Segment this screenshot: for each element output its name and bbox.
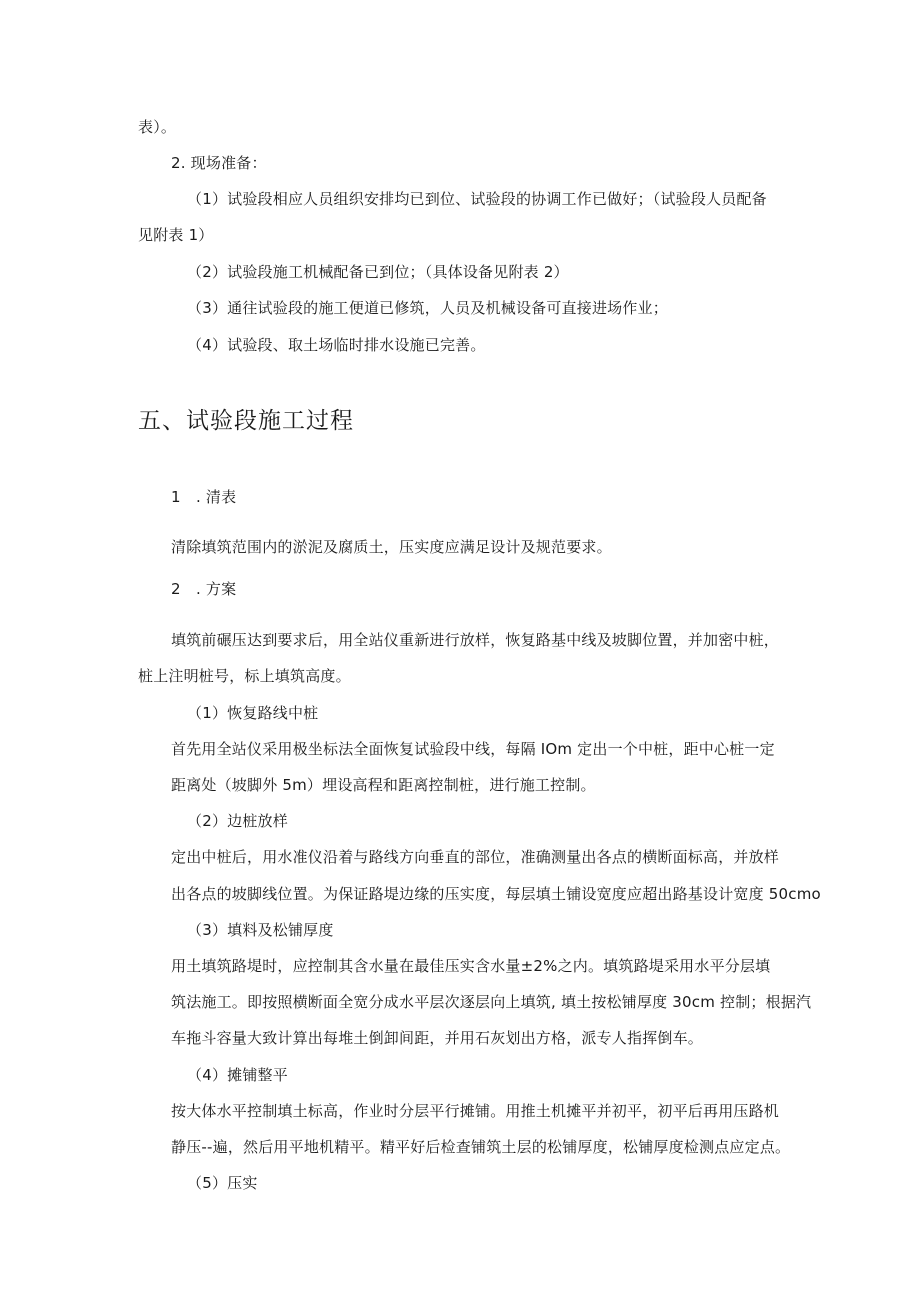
text-line-step-1-a: 首先用全站仪采用极坐标法全面恢复试验段中线，每隔 IOm 定出一个中桩，距中心桩一定 xyxy=(171,740,775,758)
text-line-subsection-1: 1 . 清表 xyxy=(171,488,237,506)
text-line-step-1-b: 距离处（坡脚外 5m）埋设高程和距离控制桩，进行施工控制。 xyxy=(171,776,596,794)
section-heading: 五、试验段施工过程 xyxy=(138,408,354,434)
text-line-clear-surface: 清除填筑范围内的淤泥及腐质土，压实度应满足设计及规范要求。 xyxy=(171,538,612,556)
text-line-item-1: （1）试验段相应人员组织安排均已到位、试验段的协调工作已做好；（试验段人员配备 xyxy=(187,190,767,208)
text-line-subsection-2: 2 . 方案 xyxy=(171,580,237,598)
text-line-step-5-title: （5）压实 xyxy=(187,1174,258,1192)
text-line-step-1-title: （1）恢复路线中桩 xyxy=(187,704,319,722)
text-line-item-1-cont: 见附表 1） xyxy=(138,226,214,244)
text-line-step-4-title: （4）摊铺整平 xyxy=(187,1066,288,1084)
text-line-step-2-a: 定出中桩后，用水准仪沿着与路线方向垂直的部位，准确测量出各点的横断面标高，并放样 xyxy=(171,848,780,866)
text-line-step-2-b: 出各点的坡脚线位置。为保证路堤边缘的压实度，每层填土铺设宽度应超出路基设计宽度 50cmo xyxy=(171,885,821,903)
text-line-step-4-b: 静压--遍，然后用平地机精平。精平好后检查铺筑土层的松铺厚度，松铺厚度检测点应定点。 xyxy=(171,1138,791,1156)
text-line-step-3-b: 筑法施工。即按照横断面全宽分成水平层次逐层向上填筑, 填土按松铺厚度 30cm 控制；根据汽 xyxy=(171,993,812,1011)
text-line-step-2-title: （2）边桩放样 xyxy=(187,812,288,830)
text-line-continuation: 表）。 xyxy=(138,118,177,136)
text-line-item-2: （2）试验段施工机械配备已到位；（具体设备见附表 2） xyxy=(187,263,569,281)
text-line-plan-1: 填筑前碾压达到要求后，用全站仪重新进行放样，恢复路基中线及坡脚位置，并加密中桩， xyxy=(171,631,780,649)
text-line-plan-2: 桩上注明桩号，标上填筑高度。 xyxy=(138,667,351,685)
text-line-step-3-title: （3）填料及松铺厚度 xyxy=(187,921,334,939)
text-line-step-4-a: 按大体水平控制填土标高，作业时分层平行摊铺。用推土机摊平并初平，初平后再用压路机 xyxy=(171,1102,780,1120)
text-line-site-prep-title: 2. 现场准备： xyxy=(171,154,267,172)
text-line-step-3-a: 用土填筑路堤时，应控制其含水量在最佳压实含水量±2%之内。填筑路堤采用水平分层填 xyxy=(171,957,771,975)
text-line-item-4: （4）试验段、取土场临时排水设施已完善。 xyxy=(187,336,486,354)
text-line-step-3-c: 车拖斗容量大致计算出每堆土倒卸间距，并用石灰划出方格，派专人指挥倒车。 xyxy=(171,1029,704,1047)
text-line-item-3: （3）通往试验段的施工便道已修筑，人员及机械设备可直接进场作业； xyxy=(187,299,668,317)
